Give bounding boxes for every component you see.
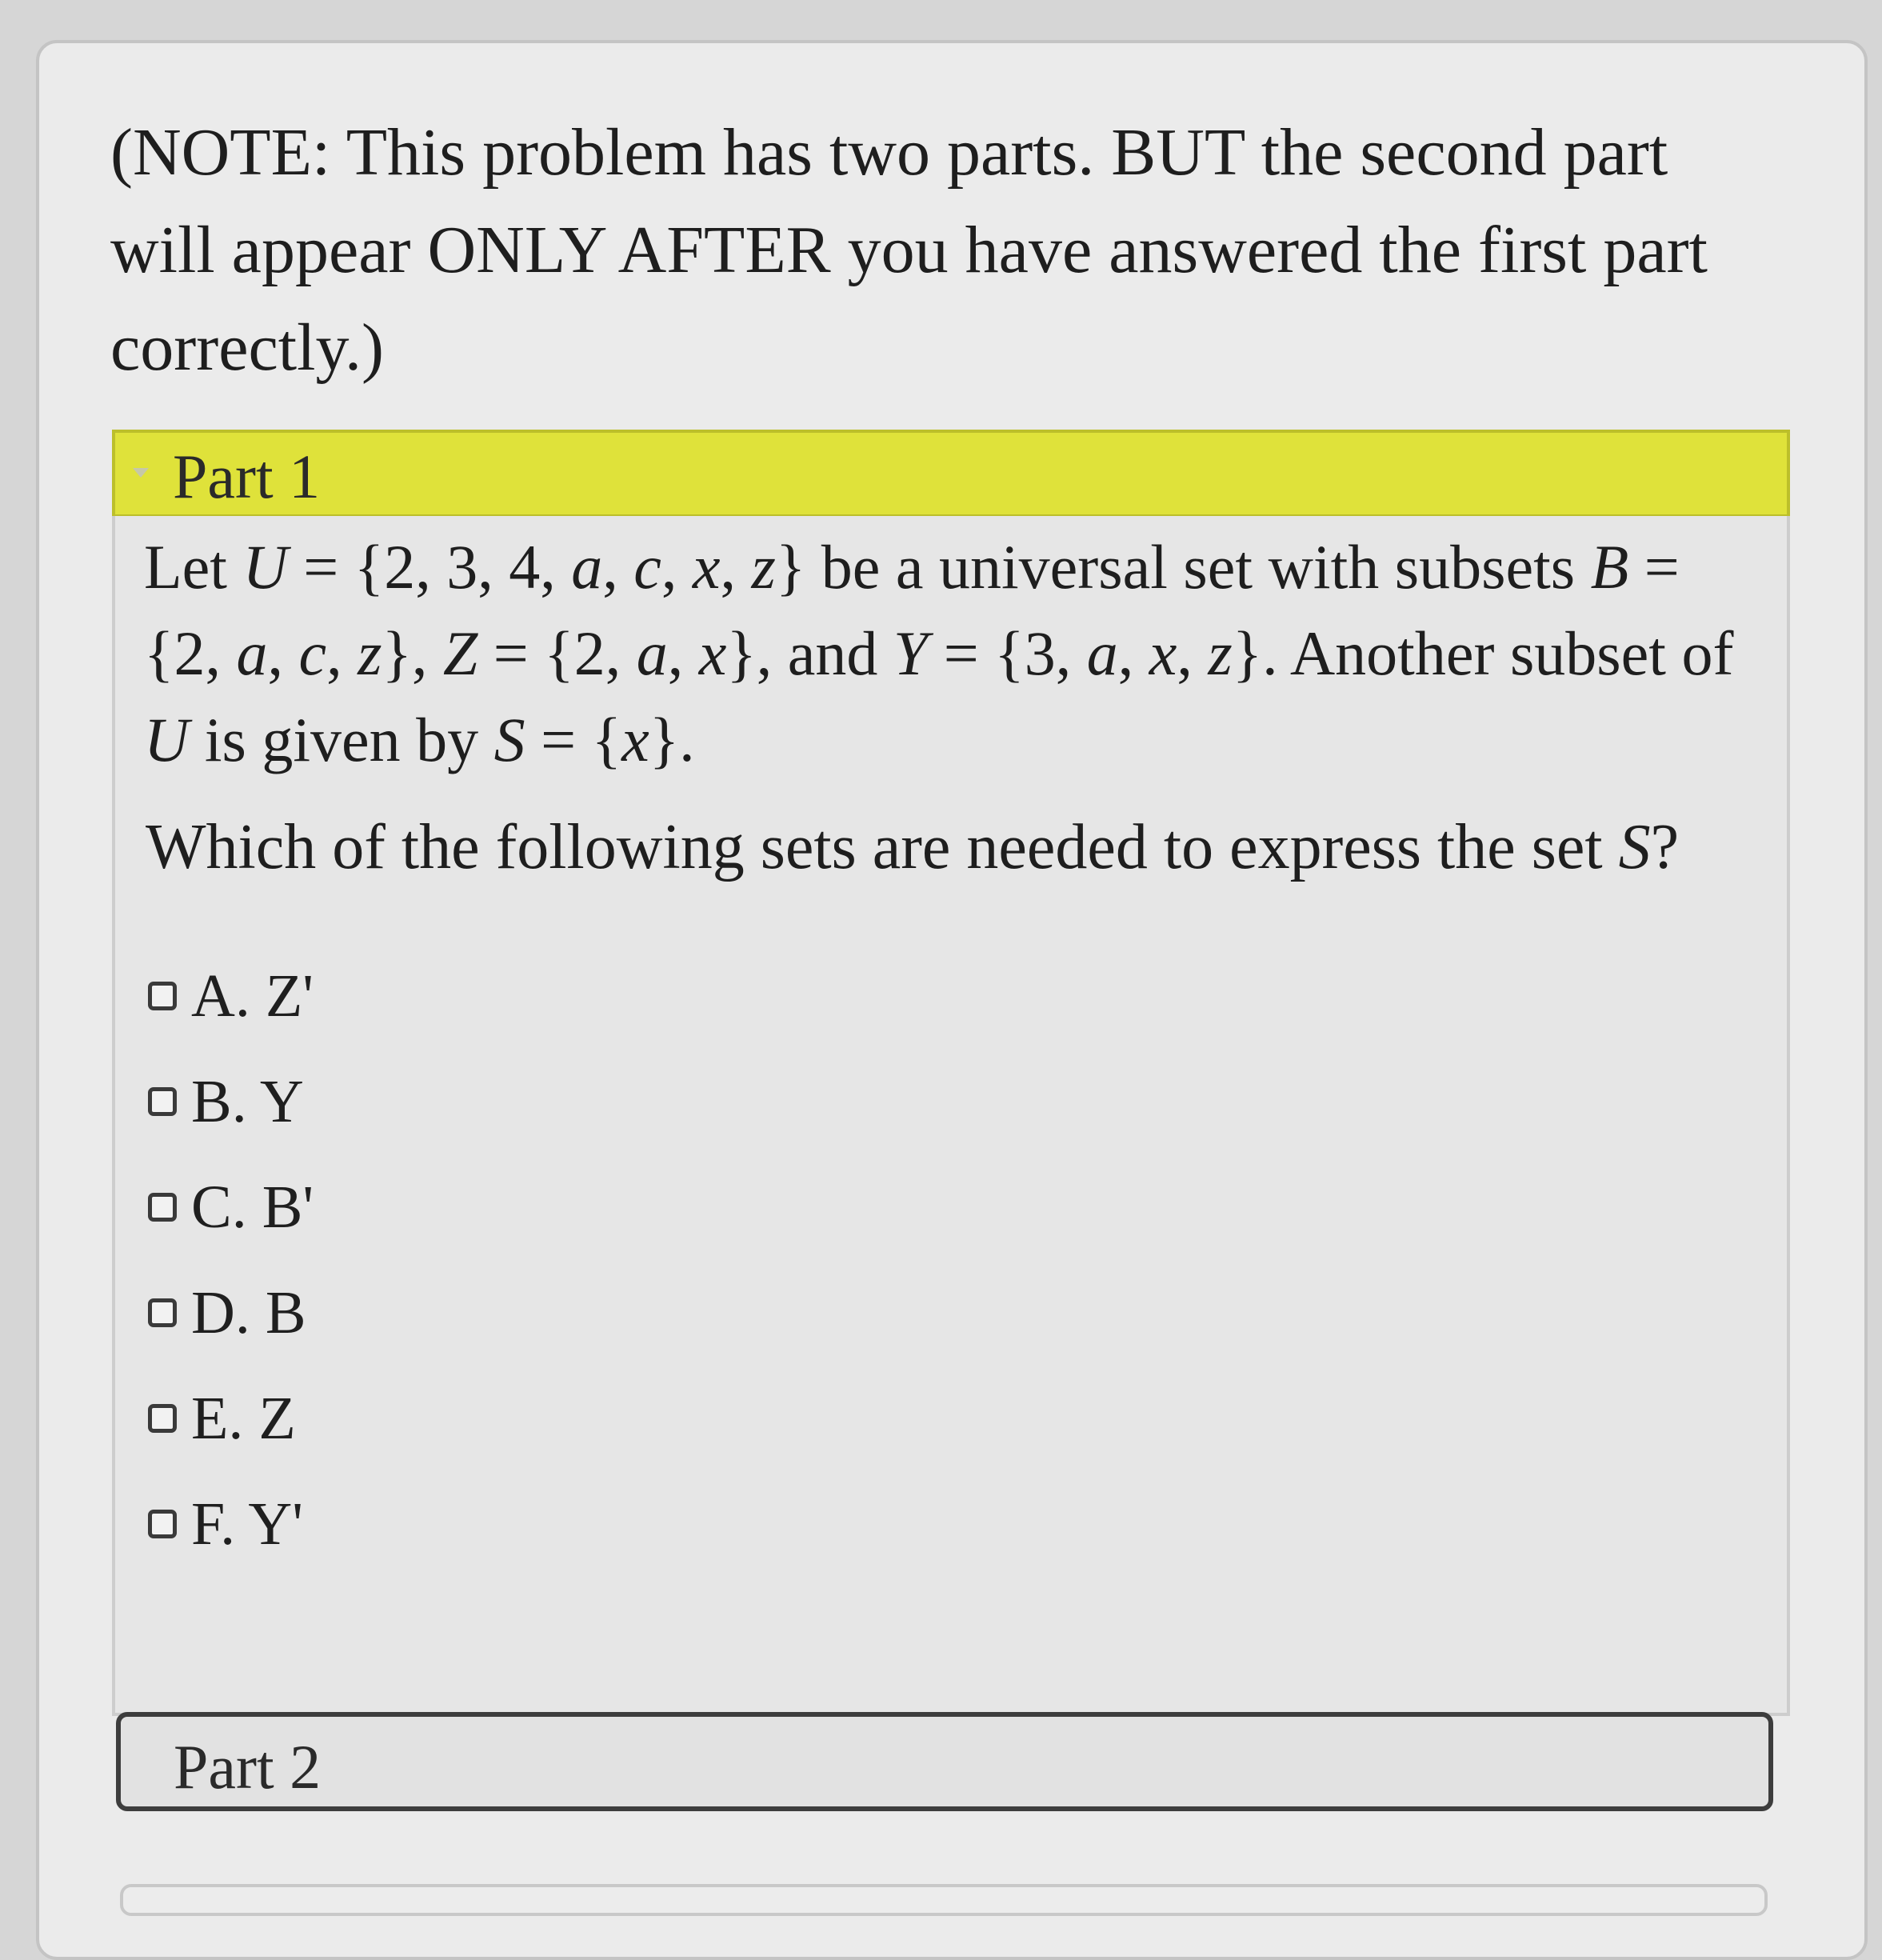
option-c-label: C. B'	[191, 1174, 314, 1241]
option-d[interactable]	[148, 1277, 306, 1349]
option-f-label: F. Y'	[191, 1490, 303, 1558]
option-f[interactable]	[148, 1488, 303, 1560]
option-b[interactable]	[148, 1066, 304, 1138]
problem-statement: Let U = {2, 3, 4, a, c, x, z} be a universal set with subsets B = {2, a, c, z}, Z = {2, a, x}, and Y = {3, a, x, z}. Another subset of U is given by S = {x}.	[144, 532, 1734, 774]
option-e[interactable]	[148, 1382, 296, 1454]
next-section-edge	[120, 1884, 1768, 1916]
question-prompt: Which of the following sets are needed to express the set S?	[146, 812, 1680, 882]
collapse-caret-icon	[133, 468, 149, 478]
checkbox-a[interactable]	[148, 982, 177, 1010]
checkbox-b[interactable]	[148, 1087, 177, 1116]
option-e-label: E. Z	[191, 1385, 296, 1452]
checkbox-e[interactable]	[148, 1404, 177, 1433]
option-a-label: A. Z'	[191, 962, 314, 1030]
part-2-header[interactable]	[116, 1712, 1773, 1811]
option-a[interactable]	[148, 960, 314, 1032]
option-d-label: D. B	[191, 1279, 306, 1346]
checkbox-c[interactable]	[148, 1193, 177, 1222]
option-b-label: B. Y	[191, 1068, 304, 1135]
checkbox-d[interactable]	[148, 1298, 177, 1327]
part-1-header[interactable]	[112, 430, 1790, 518]
problem-note: (NOTE: This problem has two parts. BUT the second part will appear ONLY AFTER you have answered the first part correctly.)	[110, 115, 1708, 385]
checkbox-f[interactable]	[148, 1510, 177, 1538]
part-2-title: Part 2	[174, 1732, 322, 1802]
option-c[interactable]	[148, 1171, 314, 1243]
part-1-title: Part 1	[173, 442, 321, 511]
